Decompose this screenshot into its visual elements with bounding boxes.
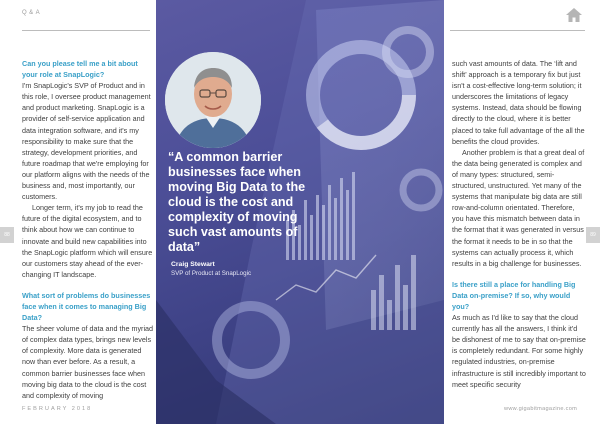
question-3: Is there still a place for handling Big Data on-premise? If so, why would you? xyxy=(452,279,576,311)
right-column xyxy=(452,58,586,390)
person-avatar xyxy=(165,52,261,148)
answer-paragraph: As much as I'd like to say that the cloud currently has all the answers, I think it'd be dishonest of me to say that on-premise is completely redundant. For some highly regulated industries, on-premise infrastructure is still incredibly important to meet specific security xyxy=(452,313,586,389)
quote-author-title: SVP of Product at SnapLogic xyxy=(171,270,252,277)
section-label: Q&A xyxy=(22,10,43,16)
portrait-photo xyxy=(165,52,261,148)
answer-paragraph: Longer term, it's my job to read the future of the digital ecosystem, and to think about how we can continue to innovate and build new capabilities into the SnapLogic platform which will ensure our customers stay ahead of the ever-changing IT landscape. xyxy=(22,203,153,279)
answer-paragraph: The sheer volume of data and the myriad of complex data types, brings new levels of complexity. More data is generated now than ever before. As a result, a common barrier businesses face when moving big data to the cloud is the cost and complexity of moving xyxy=(22,324,154,400)
page-number-left: 88 xyxy=(0,227,14,243)
left-column xyxy=(22,58,154,401)
page-number-right: 89 xyxy=(586,227,600,243)
question-2: What sort of problems do businesses face when it comes to managing Big Data? xyxy=(22,290,151,323)
header-rule-left xyxy=(22,30,150,31)
header-rule-right xyxy=(450,30,585,31)
footer-website[interactable]: www.gigabitmagazine.com xyxy=(504,406,578,412)
answer-paragraph: I'm SnapLogic's SVP of Product and in this role, I oversee product management and product marketing. SnapLogic is a provider of self-service application and data integration software, and it's my responsibility to make sure that the strategy, development priorities, and future roadmap that we're employing for our platform aligns with the needs of the business and, most importantly, our customers. xyxy=(22,81,151,202)
home-icon[interactable] xyxy=(566,8,582,22)
answer-paragraph: such vast amounts of data. The ‘lift and shift’ approach is a temporary fix but just isn't a cost-effective long-term solution; it underscores the limitations of legacy systems. Instead, data should be flowing directly to the cloud, where it is better placed to take full advantage of the all the benefits the cloud provides. xyxy=(452,59,585,146)
quote-author-name: Craig Stewart xyxy=(171,261,215,268)
question-1: Can you please tell me a bit about your role at SnapLogic? xyxy=(22,59,138,80)
pull-quote: “A common barrier businesses face when moving Big Data to the cloud is the cost and complexity of moving such vast amounts of data” xyxy=(168,150,306,254)
answer-paragraph: Another problem is that a great deal of the data being generated is complex and of many types: structured, semi-structured, unstructured. Yet many of the systems that manipulate big data are still row-and-column orientated. Therefore, you have this mismatch between data in the format that it was generated in versus the format it needs to be in so that the systems can actually process it, which results in a big challenge for businesses. xyxy=(452,147,585,268)
footer-date: FEBRUARY 2018 xyxy=(22,406,93,412)
